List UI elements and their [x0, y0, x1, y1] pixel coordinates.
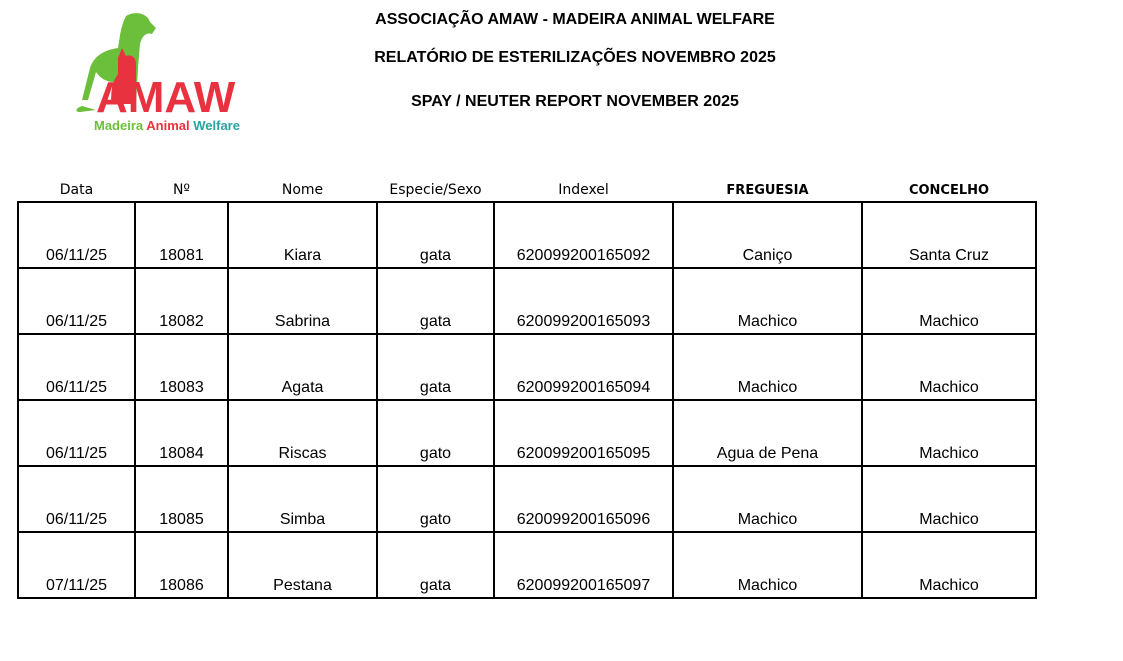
- column-header-species-sex: Especie/Sexo: [389, 182, 482, 198]
- table-row: [18, 466, 1036, 532]
- cell-date: 06/11/25: [18, 400, 135, 466]
- cell-species-sex: gata: [377, 202, 494, 268]
- cell-municipality: Machico: [862, 268, 1036, 334]
- cell-parish: Agua de Pena: [673, 400, 862, 466]
- cell-species-sex: gata: [377, 268, 494, 334]
- report-subtitle-en: [320, 93, 830, 111]
- logo-tagline-part-3: Welfare: [193, 118, 240, 133]
- cell-name: Kiara: [228, 202, 377, 268]
- cell-indexel: 620099200165093: [494, 268, 673, 334]
- table-row: [18, 532, 1036, 598]
- cell-species-sex: gata: [377, 532, 494, 598]
- column-header-date: Data: [59, 182, 94, 198]
- title-text: ASSOCIAÇÃO AMAW - MADEIRA ANIMAL WELFARE: [375, 11, 775, 28]
- sterilization-table: [17, 179, 1037, 599]
- cell-municipality: Machico: [862, 400, 1036, 466]
- cell-number: 18086: [135, 532, 228, 598]
- cell-indexel: 620099200165096: [494, 466, 673, 532]
- logo-tagline-part-2: Animal: [146, 118, 194, 133]
- cell-indexel: 620099200165095: [494, 400, 673, 466]
- table-row: [18, 268, 1036, 334]
- cell-date: 07/11/25: [18, 532, 135, 598]
- table-header-row: [18, 179, 1036, 202]
- logo-tagline-part-1: Madeira: [94, 118, 147, 133]
- cell-parish: Caniço: [673, 202, 862, 268]
- subtitle-pt-text: RELATÓRIO DE ESTERILIZAÇÕES NOVEMBRO 2025: [374, 49, 776, 66]
- column-header-indexel: Indexel: [558, 182, 609, 198]
- cell-species-sex: gata: [377, 334, 494, 400]
- cell-parish: Machico: [673, 268, 862, 334]
- cell-species-sex: gato: [377, 400, 494, 466]
- cell-municipality: Santa Cruz: [862, 202, 1036, 268]
- cell-number: 18085: [135, 466, 228, 532]
- cell-municipality: Machico: [862, 466, 1036, 532]
- cell-date: 06/11/25: [18, 334, 135, 400]
- table-row: [18, 400, 1036, 466]
- cell-date: 06/11/25: [18, 202, 135, 268]
- table-row: [18, 334, 1036, 400]
- column-header-name: Nome: [281, 182, 324, 198]
- cell-number: 18081: [135, 202, 228, 268]
- cell-parish: Machico: [673, 532, 862, 598]
- cell-parish: Machico: [673, 334, 862, 400]
- document-title: [320, 11, 830, 29]
- cell-indexel: 620099200165097: [494, 532, 673, 598]
- report-subtitle-pt: [320, 49, 830, 67]
- cell-indexel: 620099200165092: [494, 202, 673, 268]
- cell-species-sex: gato: [377, 466, 494, 532]
- table-row: [18, 202, 1036, 268]
- cell-parish: Machico: [673, 466, 862, 532]
- column-header-parish: FREGUESIA: [726, 182, 809, 198]
- cell-municipality: Machico: [862, 532, 1036, 598]
- cell-number: 18084: [135, 400, 228, 466]
- cell-date: 06/11/25: [18, 268, 135, 334]
- cell-municipality: Machico: [862, 334, 1036, 400]
- column-header-number: Nº: [172, 182, 191, 198]
- cell-name: Sabrina: [228, 268, 377, 334]
- cell-indexel: 620099200165094: [494, 334, 673, 400]
- cell-name: Pestana: [228, 532, 377, 598]
- logo-tagline: [94, 118, 240, 133]
- subtitle-en-text: SPAY / NEUTER REPORT NOVEMBER 2025: [411, 93, 739, 110]
- cell-date: 06/11/25: [18, 466, 135, 532]
- column-header-municipality: CONCELHO: [908, 182, 990, 198]
- cell-name: Agata: [228, 334, 377, 400]
- cell-name: Riscas: [228, 400, 377, 466]
- cell-number: 18082: [135, 268, 228, 334]
- logo-letter-a: AMAW: [96, 73, 236, 122]
- cell-number: 18083: [135, 334, 228, 400]
- cell-name: Simba: [228, 466, 377, 532]
